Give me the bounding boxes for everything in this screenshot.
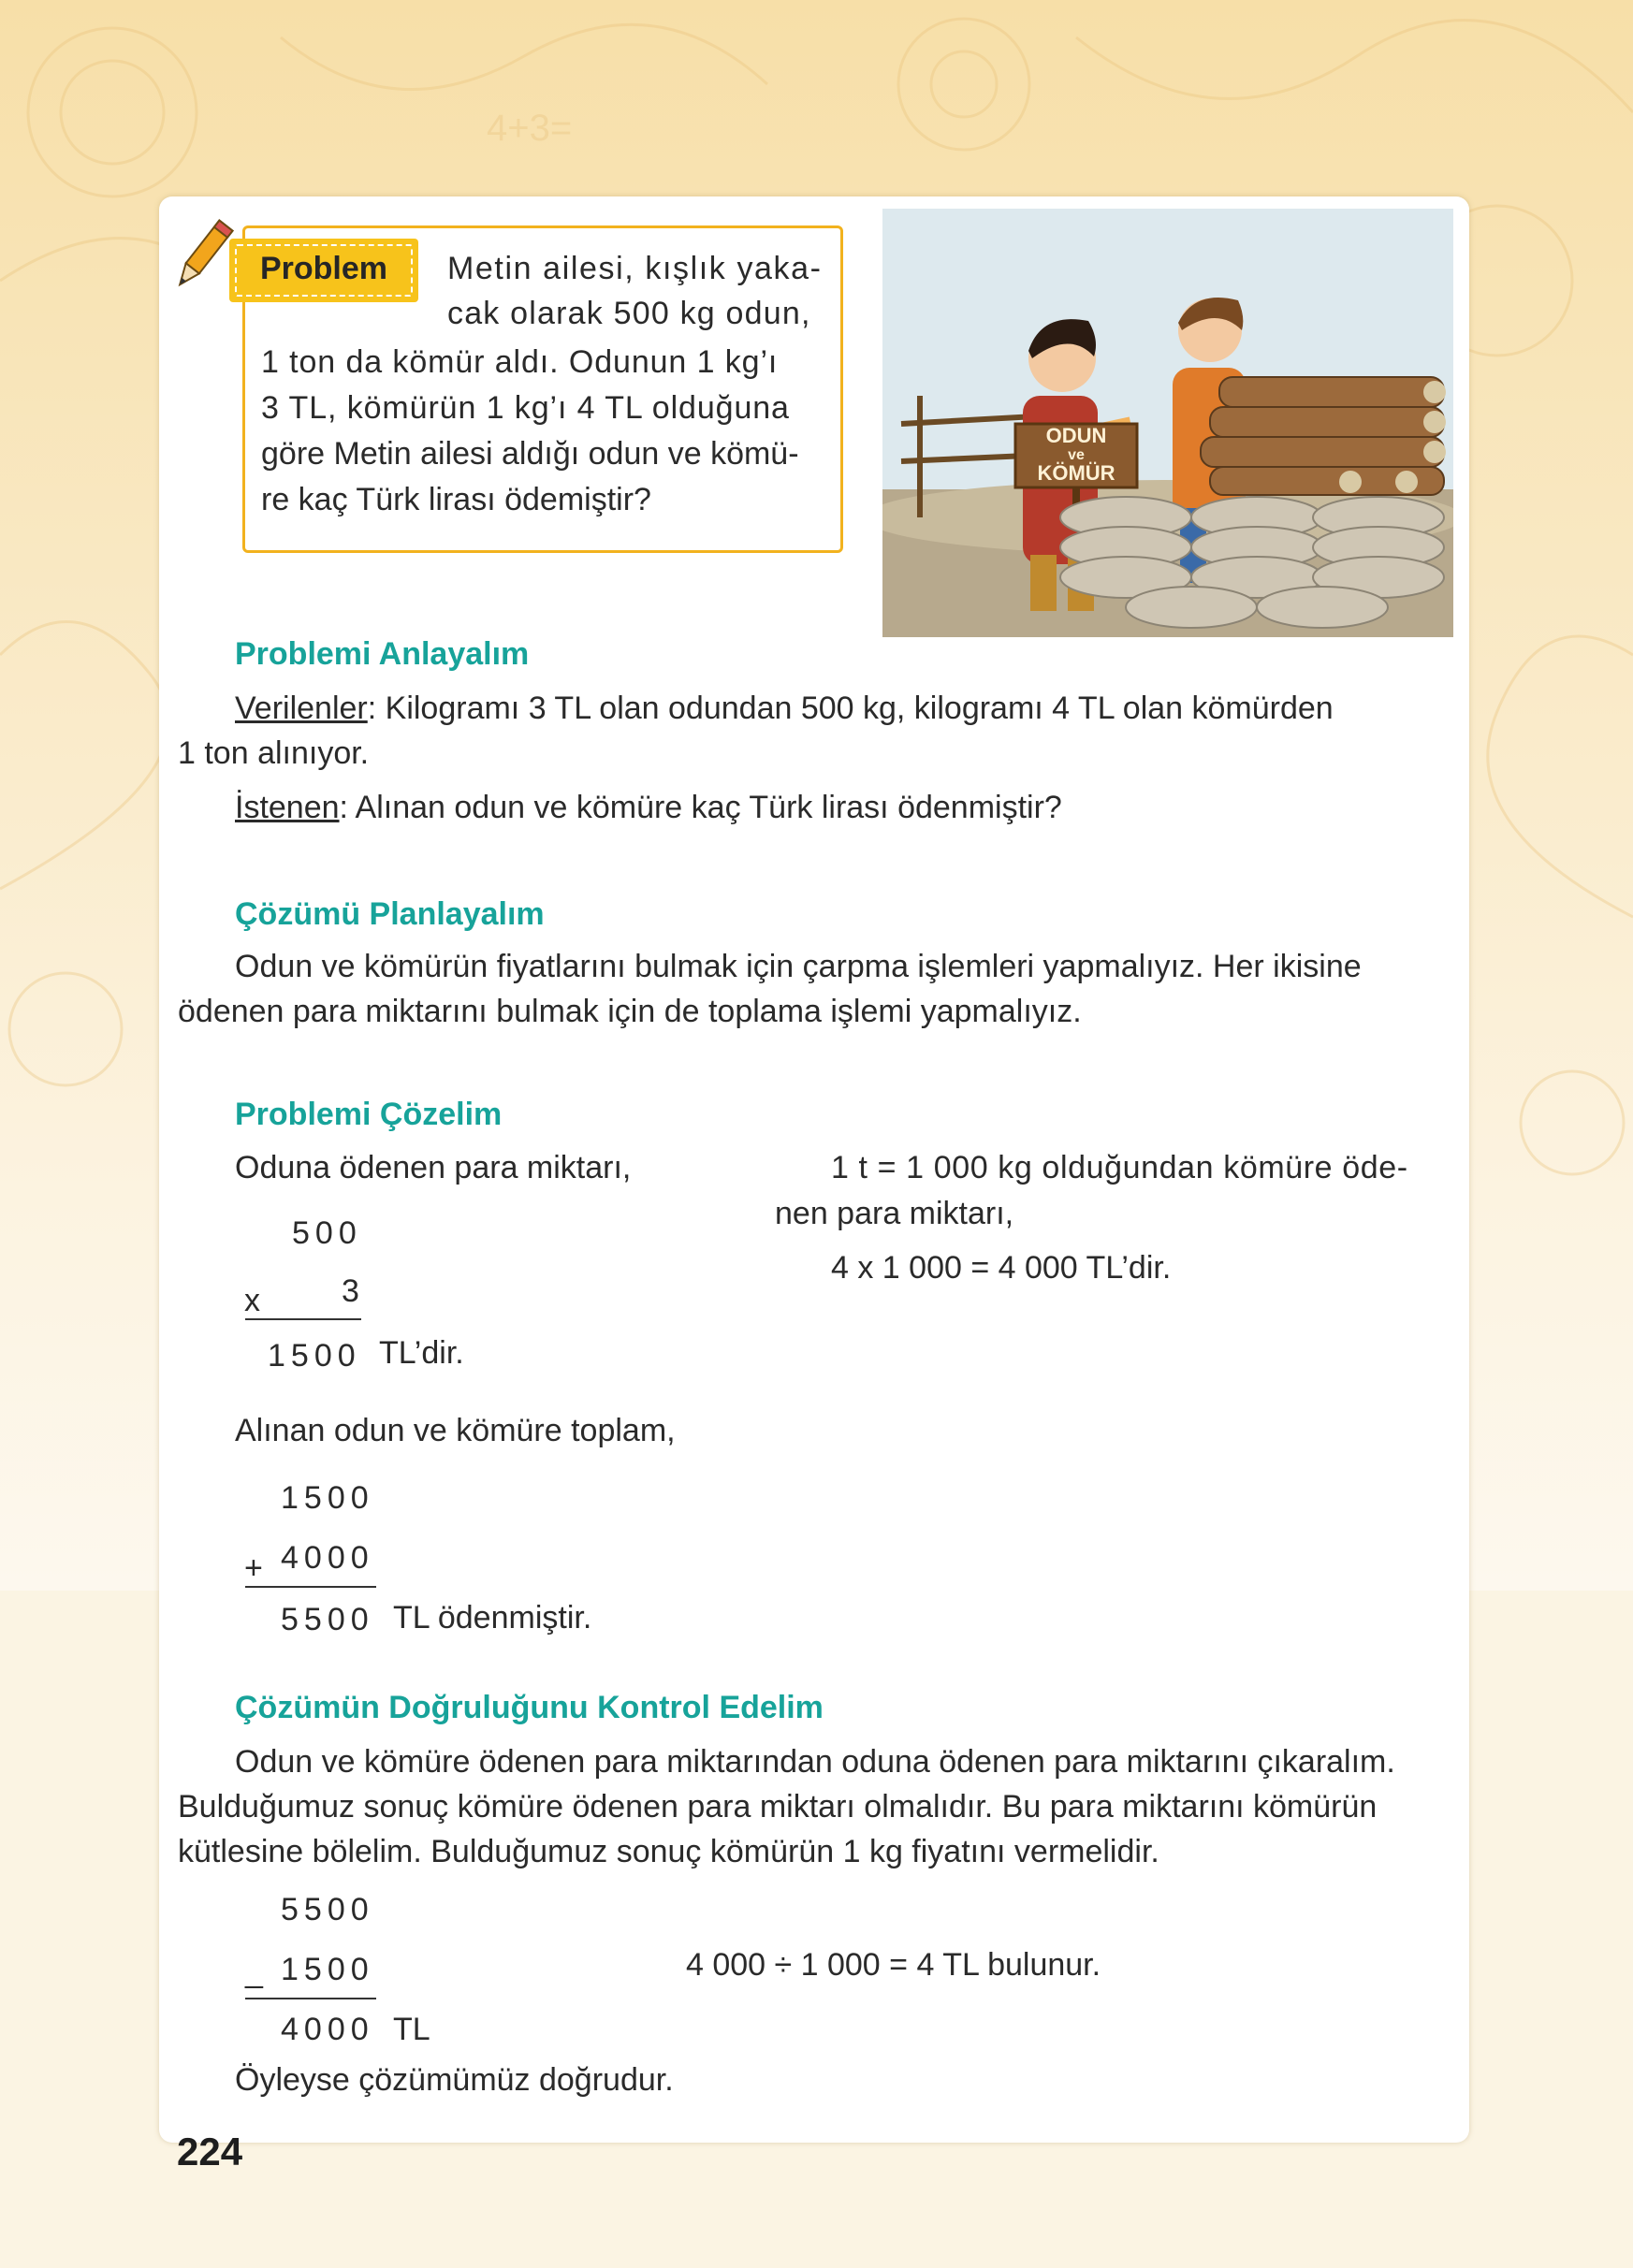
problem-line-1: Metin ailesi, kışlık yaka- [447,251,823,286]
problem-line-6: re kaç Türk lirası ödemiştir? [261,482,651,517]
komur-line-2: nen para miktarı, [775,1196,1014,1231]
add-unit: TL ödenmiştir. [393,1600,592,1636]
problem-line-4: 3 TL, kömürün 1 kg’ı 4 TL olduğuna [261,390,790,426]
istenen-label: İstenen [235,790,340,825]
mult-result: 1500 [268,1338,361,1374]
sub-top: 5500 [281,1892,374,1927]
problem-line-5: göre Metin ailesi aldığı odun ve kömü- [261,436,799,472]
sign-text-ve: ve [1068,447,1085,463]
mult-top: 500 [292,1215,362,1251]
heading-kontrol: Çözümün Doğruluğunu Kontrol Edelim [235,1690,824,1725]
istenen-line [235,786,1062,830]
heading-cozelim: Problemi Çözelim [235,1097,503,1132]
problem-badge [229,239,418,302]
sub-result: 4000 [281,2012,374,2047]
page-number: 224 [177,2130,243,2174]
kontrol-line-1: Odun ve kömüre ödenen para miktarından oduna ödenen para miktarını çıkaralım. [235,1744,1395,1780]
kontrol-line-3: kütlesine bölelim. Bulduğumuz sonuç kömürün 1 kg fiyatını vermelidir. [178,1834,1159,1869]
problem-badge-label: Problem [259,251,388,286]
verilenler-label: Verilenler [235,691,368,726]
mult-bottom: 3 [342,1273,365,1309]
odun-intro: Oduna ödenen para miktarı, [235,1150,632,1185]
sub-unit: TL [393,2012,430,2047]
heading-planlayalim: Çözümü Planlayalım [235,896,545,932]
problem-line-2: cak olarak 500 kg odun, [447,296,811,331]
plan-line-2: ödenen para miktarını bulmak için de toplama işlemi yapmalıyız. [178,994,1082,1029]
mult-operator: x [244,1283,260,1318]
komur-line-1: 1 t = 1 000 kg olduğundan kömüre öde- [831,1150,1408,1185]
illustration-wood-coal-sale [882,209,1453,637]
watermark-text: 4+3= [487,108,573,149]
sub-operator: _ [245,1954,263,1989]
toplam-intro: Alınan odun ve kömüre toplam, [235,1413,676,1448]
add-top: 1500 [281,1480,374,1516]
sign-text-komur: KÖMÜR [1037,461,1115,485]
mult-unit: TL’dir. [379,1335,464,1371]
verilenler-text: : Kilogramı 3 TL olan odundan 500 kg, kilogramı 4 TL olan kömürden [367,691,1334,726]
verilenler-line [235,687,1334,731]
add-bottom: 4000 [281,1540,374,1576]
sub-bottom: 1500 [281,1952,374,1987]
sub-rule [245,1998,376,1999]
problem-line-3: 1 ton da kömür aldı. Odunun 1 kg’ı [261,344,779,380]
add-operator: + [244,1550,263,1586]
istenen-text: : Alınan odun ve kömüre kaç Türk lirası ödenmiştir? [339,790,1062,825]
plan-line-1: Odun ve kömürün fiyatlarını bulmak için çarpma işlemleri yapmalıyız. Her ikisine [235,949,1362,984]
pencil-icon [167,217,236,298]
mult-rule [245,1318,361,1320]
kontrol-line-2: Bulduğumuz sonuç kömüre ödenen para miktarı olmalıdır. Bu para miktarını kömürün [178,1789,1378,1825]
division-line: 4 000 ÷ 1 000 = 4 TL bulunur. [686,1947,1101,1983]
verilenler-line-2: 1 ton alınıyor. [178,735,370,771]
add-rule [245,1586,376,1588]
conclusion-line: Öyleyse çözümümüz doğrudur. [235,2062,674,2098]
komur-calc: 4 x 1 000 = 4 000 TL’dir. [831,1250,1172,1286]
add-result: 5500 [281,1602,374,1637]
sign-text-odun: ODUN [1045,424,1107,447]
heading-anlayalim: Problemi Anlayalım [235,636,530,672]
